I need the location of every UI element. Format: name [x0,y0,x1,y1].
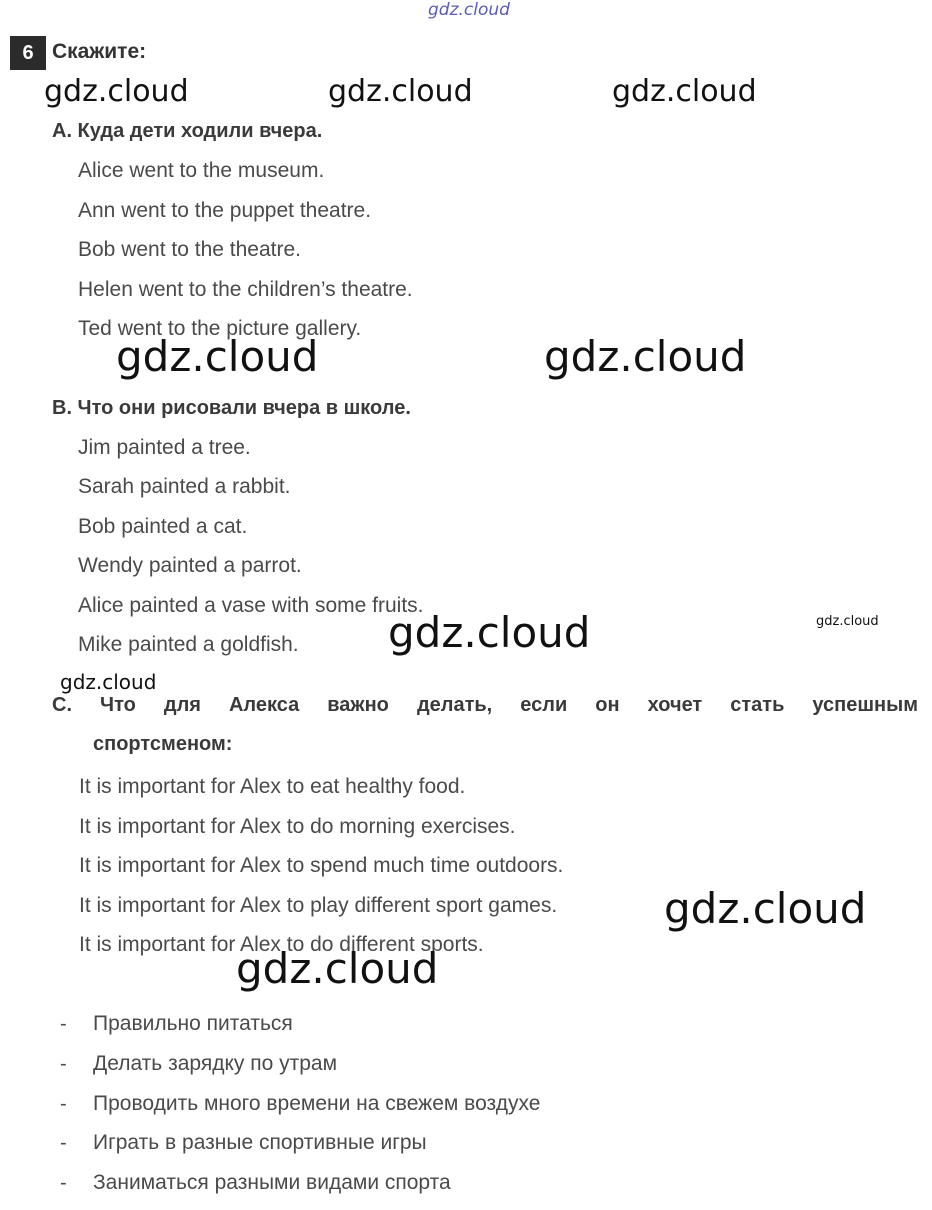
translation-item: Делать зарядку по утрам [93,1052,338,1075]
section-c-line: It is important for Alex to spend much time outdoors. [79,854,564,877]
section-b-line: Bob painted a cat. [78,515,248,538]
section-c-heading-line-1 [52,694,918,717]
list-dash: - [60,1053,67,1075]
section-b-line: Jim painted a tree. [78,436,251,459]
section-a-heading: А. Куда дети ходили вчера. [52,120,323,142]
heading-word: С. [52,694,72,716]
heading-word: он [595,694,620,716]
section-b-line: Mike painted a goldfish. [78,633,299,656]
section-c-line: It is important for Alex to do morning exercises. [79,815,516,838]
section-b-heading: В. Что они рисовали вчера в школе. [52,397,411,419]
list-dash: - [60,1013,67,1035]
heading-word: успешным [812,694,918,716]
translation-item: Играть в разные спортивные игры [93,1131,427,1154]
section-c-line: It is important for Alex to do different sports. [79,933,484,956]
section-a-line: Ted went to the picture gallery. [78,317,362,340]
watermark-top: gdz.cloud [428,0,510,20]
heading-word: если [520,694,568,716]
watermark: gdz.cloud [816,614,879,629]
section-b-line: Wendy painted a parrot. [78,554,302,577]
task-title: Скажите: [52,40,147,63]
watermark: gdz.cloud [60,670,157,694]
watermark: gdz.cloud [544,332,747,381]
task-number-badge: 6 [10,36,46,70]
heading-word: делать, [416,694,493,716]
section-b-line: Sarah painted a rabbit. [78,475,291,498]
translation-item: Проводить много времени на свежем воздухе [93,1092,541,1115]
heading-word: хочет [647,694,703,716]
list-dash: - [60,1172,67,1194]
section-c-line: It is important for Alex to play different sport games. [79,894,558,917]
heading-word: Алекса [228,694,300,716]
heading-word: важно [327,694,389,716]
list-dash: - [60,1132,67,1154]
watermark: gdz.cloud [116,332,319,381]
section-b-line: Alice painted a vase with some fruits. [78,594,424,617]
section-a-line: Ann went to the puppet theatre. [78,199,372,222]
heading-word: стать [730,694,785,716]
section-c-line: It is important for Alex to eat healthy food. [79,775,466,798]
translation-item: Правильно питаться [93,1012,293,1035]
heading-word: для [163,694,201,716]
watermark: gdz.cloud [44,74,189,109]
section-c-heading [52,694,918,756]
watermark: gdz.cloud [664,884,867,933]
section-a-line: Helen went to the children’s theatre. [78,278,413,301]
watermark: gdz.cloud [236,944,439,993]
translation-item: Заниматься разными видами спорта [93,1171,451,1194]
watermark: gdz.cloud [328,74,473,109]
watermark: gdz.cloud [612,74,757,109]
section-c-heading-line-2: спортсменом: [93,733,233,755]
watermark: gdz.cloud [388,608,591,657]
section-a-line: Alice went to the museum. [78,159,325,182]
heading-word: Что [100,694,136,716]
list-dash: - [60,1093,67,1115]
section-a-line: Bob went to the theatre. [78,238,301,261]
